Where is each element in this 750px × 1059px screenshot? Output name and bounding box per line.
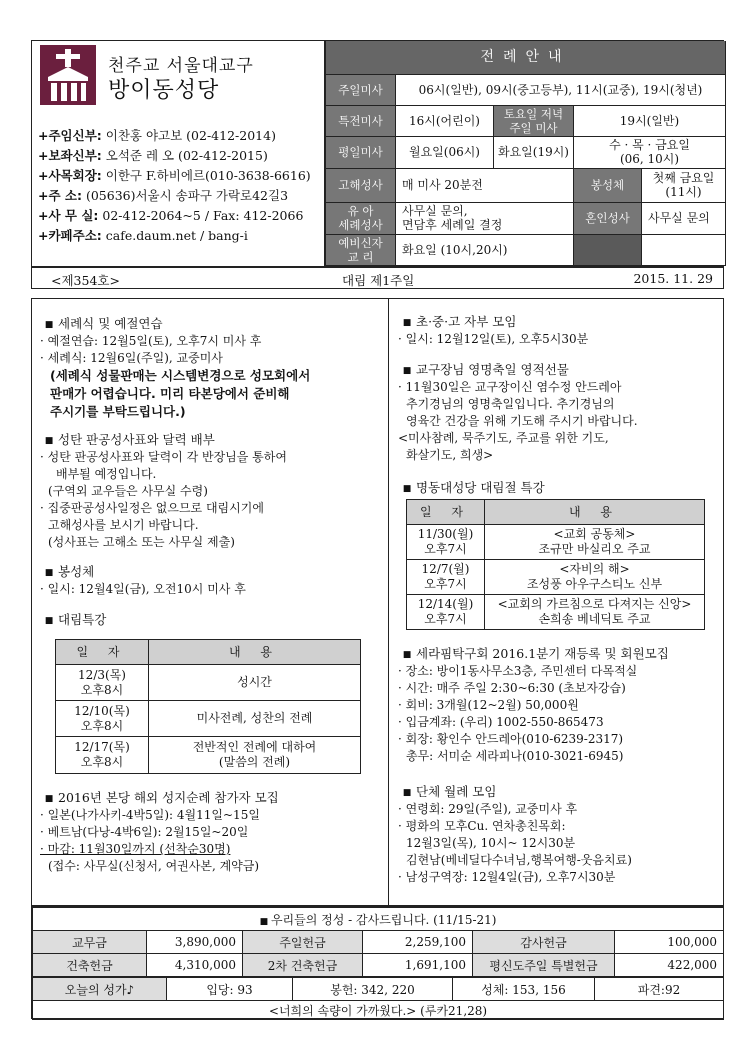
baptism-section	[40, 315, 380, 421]
section-title: 2016년 본당 해외 성지순례 참가자 모집	[58, 790, 279, 805]
hymn-recessional: 파견:92	[595, 978, 724, 1001]
saturday-mass-label: 토요일 저녁 주일 미사	[494, 105, 574, 136]
table-row: 11/30(월) 오후7시 <교회 공동체> 조규만 바실리오 주교	[407, 525, 705, 560]
section-line: · 장소: 방이1동사무소3층, 주민센터 다목적실	[398, 664, 638, 678]
bullet-square-icon: ■	[44, 436, 54, 446]
contact-council: +사목회장: 이한구 F.하비에르(010-3638-6616)	[38, 168, 311, 183]
section-line: 추기경님의 영명축일입니다. 추기경님의	[406, 397, 615, 411]
section-line: (성사표는 고해소 또는 사무실 제출)	[48, 535, 235, 549]
marriage-info: 사무실 문의	[642, 202, 726, 234]
bulletin-header	[31, 40, 724, 267]
deadline-line: · 마감: 11월30일까지 (선착순30명)	[40, 842, 231, 856]
catechumen-time: 화요일 (10시,20시)	[396, 234, 574, 265]
schedule-blank	[642, 234, 726, 265]
announcements	[31, 298, 724, 906]
bullet-square-icon: ■	[402, 788, 412, 798]
sunday-mass-times: 06시(일반), 09시(중고등부), 11시(교중), 19시(청년)	[396, 74, 726, 105]
section-title: 성탄 판공성사표와 달력 배부	[58, 432, 215, 447]
advent-lecture-table	[55, 639, 361, 774]
section-line: · 예절연습: 12월5일(토), 오후7시 미사 후	[40, 334, 262, 348]
section-title: 교구장님 영명축일 영적선물	[416, 362, 569, 377]
contact-office: +사 무 실: 02-412-2064~5 / Fax: 412-2066	[38, 208, 304, 223]
bullet-square-icon: ■	[402, 650, 412, 660]
table-row: 12/17(목) 오후8시 전반적인 전례에 대하여 (말씀의 전례)	[56, 737, 361, 774]
special-mass-time: 16시(어린이)	[396, 105, 494, 136]
column-header: 일 자	[56, 640, 149, 665]
section-title: 초·중·고 자부 모임	[416, 314, 517, 329]
section-line: · 시간: 매주 주일 2:30~6:30 (초보자강습)	[398, 681, 626, 695]
section-line: 고해성사를 보시기 바랍니다.	[48, 518, 199, 532]
notice-line: 주시기를 부탁드립니다.)	[50, 404, 186, 419]
section-line: · 세례식: 12월6일(주일), 교중미사	[40, 351, 223, 365]
section-line: · 성탄 판공성사표와 달력이 각 반장님을 통하여	[40, 450, 287, 464]
schedule-title: 전례안내	[326, 41, 726, 74]
contact-assistant: +보좌신부: 오석준 레 오 (02-412-2015)	[38, 148, 268, 163]
section-line: · 베트남(다낭-4박6일): 2월15일~20일	[40, 825, 249, 839]
column-divider	[388, 299, 389, 907]
table-row: 12/3(목) 오후8시 성시간	[56, 665, 361, 701]
offerings-row: 교무금 3,890,000 주일헌금 2,259,100 감사헌금 100,000	[33, 931, 724, 954]
communion-time: 첫째 금요일 (11시)	[642, 168, 726, 202]
schedule-blank	[574, 234, 642, 265]
table-row: 12/14(월) 오후7시 <교회의 가르침으로 다져지는 신앙> 손희송 베네딕토 주교	[407, 595, 705, 630]
liturgy-schedule	[324, 41, 724, 266]
section-line: 총무: 서미순 세라피나(010-3021-6945)	[406, 749, 624, 763]
section-line: (구역외 교우들은 사무실 수령)	[48, 484, 208, 498]
weekday-wed-fri: 수 · 목 · 금요일 (06, 10시)	[574, 136, 726, 168]
saturday-mass-time: 19시(일반)	[574, 105, 726, 136]
infant-baptism-label: 유 아 세례성사	[326, 202, 396, 234]
section-title: 단체 월례 모임	[416, 784, 497, 799]
myeongdong-lecture-section	[398, 479, 720, 497]
section-line: 화살기도, 희생>	[406, 448, 494, 462]
notice-line: (세례식 성물판매는 시스템변경으로 성모회에서	[50, 368, 311, 383]
bullet-square-icon: ■	[259, 916, 271, 927]
confession-time: 매 미사 20분전	[396, 168, 574, 202]
diocese-name: 천주교 서울대교구	[108, 56, 254, 76]
section-line: · 집중판공성사일정은 없으므로 대림시기에	[40, 501, 264, 515]
offerings-row: 건축헌금 4,310,000 2차 건축헌금 1,691,100 평신도주일 특별헌금 422,000	[33, 954, 724, 977]
column-header: 일 자	[407, 500, 485, 525]
offerings-block	[31, 906, 724, 1019]
offerings-title: ■ 우리들의 정성 - 감사드립니다. (11/15-21)	[33, 908, 724, 931]
bullet-square-icon: ■	[44, 794, 54, 804]
advent-lecture-section	[40, 611, 380, 629]
contact-cafe: +카페주소: cafe.daum.net / bang-i	[38, 228, 248, 243]
section-line: · 11월30일은 교구장이신 염수정 안드레아	[398, 380, 622, 394]
section-title: 대림특강	[58, 612, 107, 627]
home-communion-section	[40, 563, 380, 598]
section-line: · 일시: 12월12일(토), 오후5시30분	[398, 332, 589, 346]
section-line: · 연령회: 29일(주일), 교중미사 후	[398, 802, 578, 816]
table-row: 12/10(목) 오후8시 미사전례, 성찬의 전례	[56, 701, 361, 737]
cardinal-feast-section	[398, 361, 720, 464]
hymn-entrance: 입당: 93	[167, 978, 293, 1001]
pilgrimage-section	[40, 789, 380, 875]
bullet-square-icon: ■	[44, 568, 54, 578]
section-line: 배부될 예정입니다.	[56, 467, 157, 481]
section-title: 명동대성당 대림절 특강	[416, 480, 545, 495]
hymn-row	[33, 978, 724, 1001]
myeongdong-lecture-table	[406, 499, 705, 630]
communion-label: 봉성체	[574, 168, 642, 202]
hymn-offertory: 봉헌: 342, 220	[293, 978, 453, 1001]
issue-date: 2015. 11. 29	[633, 271, 713, 286]
weekday-tuesday: 화요일(19시)	[494, 136, 574, 168]
bullet-square-icon: ■	[44, 616, 54, 626]
section-title: 세라핌탁구회 2016.1분기 재등록 및 회원모집	[416, 646, 669, 661]
bullet-square-icon: ■	[402, 366, 412, 376]
section-line: 12월3일(목), 10시~ 12시30분	[406, 836, 576, 850]
bullet-square-icon: ■	[44, 320, 54, 330]
special-mass-label: 특전미사	[326, 105, 396, 136]
section-line: · 회비: 3개월(12~2월) 50,000원	[398, 698, 579, 712]
parents-meeting-section	[398, 313, 720, 348]
parish-logo-icon	[40, 45, 96, 105]
parish-name: 방이동성당	[108, 78, 220, 103]
contact-address: +주 소: (05636)서울시 송파구 가락로42길3	[38, 188, 289, 203]
section-line: · 평화의 모후Cu. 연차총친목회:	[398, 819, 566, 833]
section-line: · 남성구역장: 12월4일(금), 오후7시30분	[398, 870, 616, 884]
section-line: 영육간 건강을 위해 기도해 주시기 바랍니다.	[406, 414, 638, 428]
liturgical-week: 대림 제1주일	[342, 273, 415, 288]
bullet-square-icon: ■	[402, 318, 412, 328]
infant-baptism-info: 사무실 문의, 면담후 세례일 결정	[396, 202, 574, 234]
section-line: · 회장: 황인수 안드레아(010-6239-2317)	[398, 732, 624, 746]
issue-bar	[31, 267, 724, 289]
section-line: 김현남(베네딜다수녀님,행복여행-웃음치료)	[406, 853, 632, 867]
column-header: 내 용	[149, 640, 361, 665]
issue-number: <제354호>	[51, 273, 120, 288]
hymn-communion: 성체: 153, 156	[453, 978, 595, 1001]
weekday-mass-label: 평일미사	[326, 136, 396, 168]
section-title: 세례식 및 예절연습	[58, 316, 163, 331]
christmas-confession-section	[40, 431, 380, 551]
section-line: <미사참례, 묵주기도, 주교를 위한 기도,	[398, 431, 609, 445]
notice-line: 판매가 어렵습니다. 미리 타본당에서 준비해	[50, 386, 290, 401]
hymn-label: 오늘의 성가♪	[33, 978, 167, 1001]
section-line: · 일시: 12월4일(금), 오전10시 미사 후	[40, 582, 246, 596]
sunday-mass-label: 주일미사	[326, 74, 396, 105]
monthly-meetings-section	[398, 783, 720, 886]
bullet-square-icon: ■	[402, 484, 412, 494]
section-title: 봉성체	[58, 564, 95, 579]
weekday-monday: 월요일(06시)	[396, 136, 494, 168]
table-row: 12/7(월) 오후7시 <자비의 해> 조성풍 아우구스티노 신부	[407, 560, 705, 595]
catechumen-label: 예비신자 교 리	[326, 234, 396, 265]
contact-list	[38, 126, 328, 246]
column-header: 내 용	[485, 500, 705, 525]
table-tennis-section	[398, 645, 720, 765]
receipt-line: (접수: 사무실(신청서, 여권사본, 계약금)	[48, 859, 260, 873]
section-line: · 일본(나가사키-4박5일): 4월11일~15일	[40, 808, 260, 822]
confession-label: 고해성사	[326, 168, 396, 202]
section-line: · 입금계좌: (우리) 1002-550-865473	[398, 715, 604, 729]
marriage-label: 혼인성사	[574, 202, 642, 234]
parish-info	[32, 41, 324, 266]
contact-pastor: +주임신부: 이찬홍 야고보 (02-412-2014)	[38, 128, 276, 143]
bible-verse: <너희의 속량이 가까웠다.> (루카21,28)	[33, 1001, 724, 1020]
